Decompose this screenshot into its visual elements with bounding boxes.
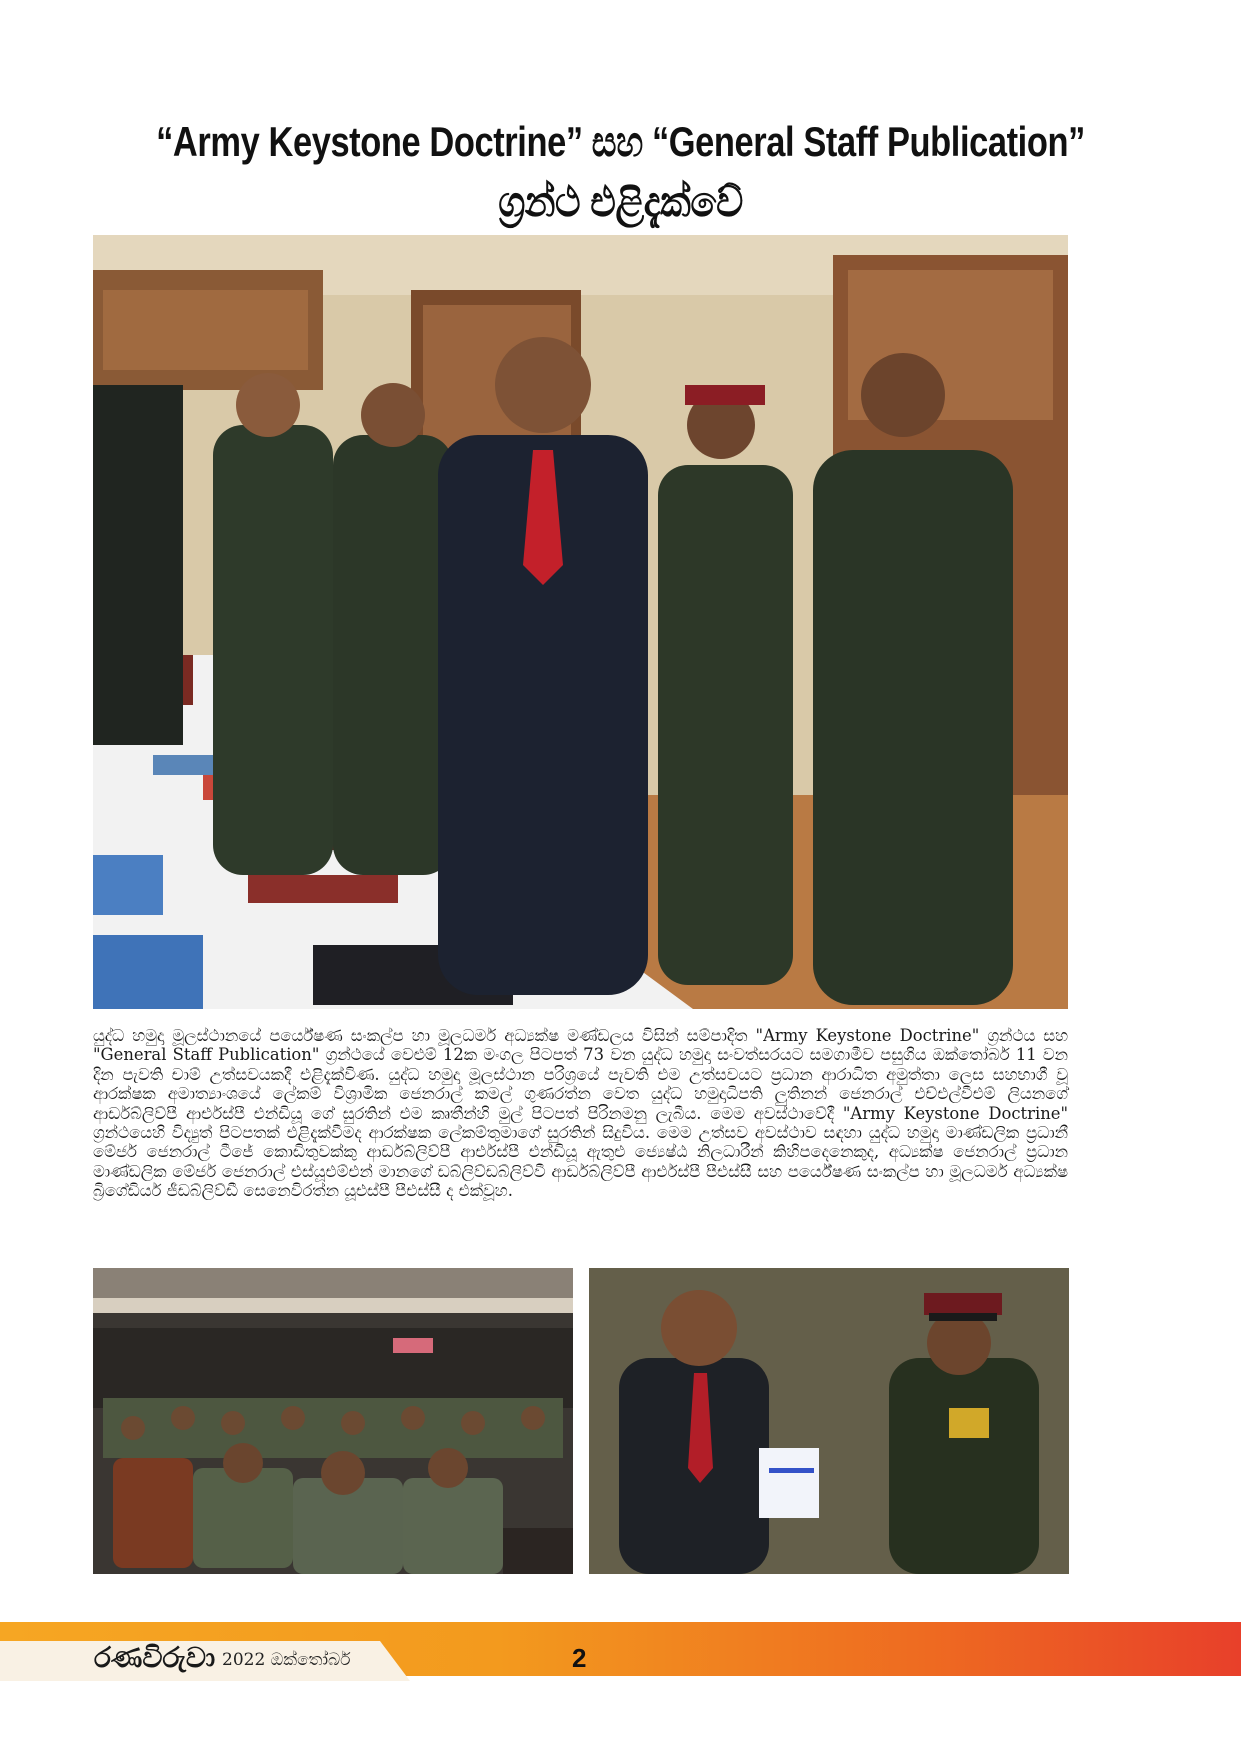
article-caption: යුද්ධ හමුදා මූලස්ථානයේ පර්යේෂණ සංකල්ප හා මූලධර්ම අධ්‍යක්ෂ මණ්ඩලය විසින් සම්පාදිත "Army Keystone Doctrine" ග්‍රන්ථය සහ "General Staff Publication" ග්‍රන්ථයේ වෙළුම් 12ක මංගල පිටපත් 73 වන යුද්ධ හමුදා සංවත්සරයට සමගාමීව පසුගිය ඔක්තෝබර් 11 වන දින පැවති චාම් උත්සවයකදී එළිදැක්විණ. යුද්ධ හමුදා මූලස්ථාන පරිශ්‍රයේ පැවති එම උත්සවයට ප්‍රධාන ආරාධිත අමුත්තා ලෙස සහභාගී වූ ආරක්ෂක අමාත්‍යාංශයේ ලේකම් විශ්‍රාමික ජෙනරාල් කමල් ගුණරත්න වෙත යුද්ධ හමුදාධිපති ලුතිනන් ජෙනරාල් එච්එල්වීඑම් ලියනගේ ආර්ඩබ්ලිව්පී ආර්එස්පී එන්ඩියූ ගේ සුරතින් එම කෘතීන්හි මුල් පිටපත් පිරිනමනු ලැබීය. මෙම අවස්ථාවේදී "Army Keystone Doctrine" ග්‍රන්ථයෙහි විද්‍යුත් පිටපතක් එළිදැක්වීමද ආරක්ෂක ලේකම්තුමාගේ සුරතින් සිදුවිය. මෙම උත්සව අවස්ථාව සඳහා යුද්ධ හමුදා මාණ්ඩලික ප්‍රධානී මේජර් ජෙනරාල් ටීජේ කොඩිතුවක්කු ආර්ඩබ්ලිව්පී ආර්එස්පී එන්ඩියූ ඇතුළු ජ්‍යෙෂ්ඨ නිලධාරීන් කිහිපදෙනෙකුද, අධ්‍යක්ෂ ජෙනරාල් ප්‍රධාන මාණ්ඩලික මේජර් ජෙනරාල් එස්යූඑම්එන් මානගේ ඩබ්ලිව්ඩබ්ලිව්වී ආර්ඩබ්ලිව්පී ආර්එස්පී පීඑස්සී සහ පර්යේෂණ සංකල්ප හා මූලධර්ම අධ්‍යක්ෂ බ්‍රිගේඩියර් ජීඩබ්ලිව්ඩී සෙනෙවිරත්න යූඑස්පී පීඑස්සී ද එක්වූහ. — [93, 1026, 1068, 1201]
issue-date: 2022 ඔක්තෝබර් — [222, 1650, 351, 1670]
main-photo — [93, 235, 1068, 1009]
presentation-photo — [589, 1268, 1069, 1574]
audience-photo — [93, 1268, 573, 1574]
magazine-logo: රණවිරුවා — [94, 1642, 216, 1673]
headline-line-2: ග්‍රන්ථ එළිදැක්වේ — [498, 178, 743, 225]
headline-line-1: “Army Keystone Doctrine” සහ “General Staff Publication” — [156, 118, 1085, 165]
page-number: 2 — [572, 1643, 587, 1673]
